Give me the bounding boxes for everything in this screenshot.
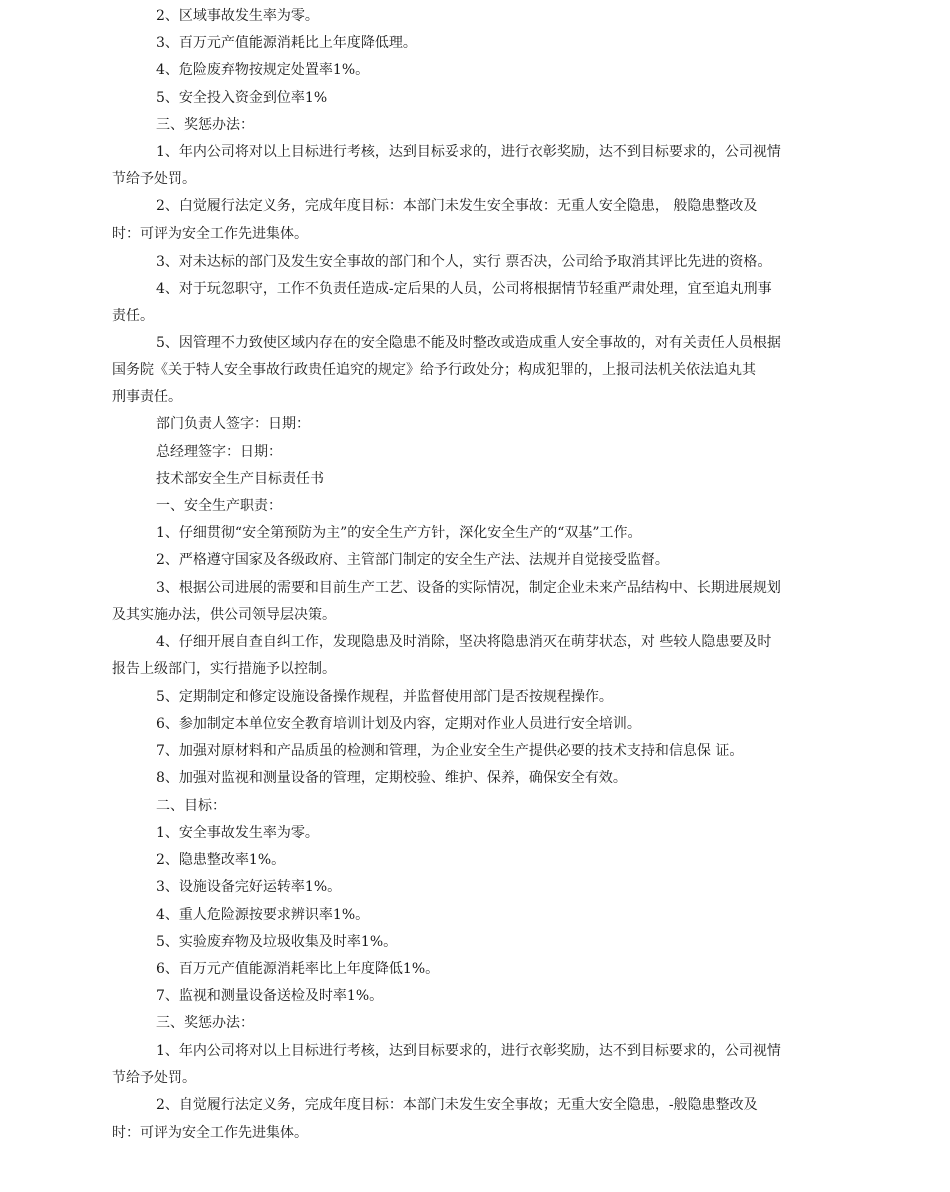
text-line: 3、设施设备完好运转率1%。 [156,879,342,895]
signature-line [112,411,832,438]
paragraph [112,520,832,547]
paragraph [112,765,832,792]
paragraph [112,3,832,30]
paragraph [112,575,832,602]
text-line: 部门负责人签字：日期： [156,416,310,432]
text-line: 一、安全生产职责： [156,498,282,514]
text-line: 报告上级部门，实行措施予以控制。 [112,661,336,677]
text-line: 2、区域事故发生率为零。 [156,8,319,24]
text-line: 3、对未达标的部门及发生安全事故的部门和个人，实行 票否决，公司给予取消其评比先进的资格。 [156,254,772,270]
text-line: 6、百万元产值能源消耗率比上年度降低1%。 [156,961,440,977]
text-line: 技术部安全生产目标责任书 [156,471,324,487]
paragraph-continuation [112,602,832,629]
text-line: 总经理签字：日期： [156,444,282,460]
text-line: 二、目标： [156,798,226,814]
section-heading [112,112,832,139]
paragraph-continuation [112,1120,832,1147]
paragraph [112,820,832,847]
paragraph [112,30,832,57]
section-heading [112,1010,832,1037]
text-line: 6、参加制定本单位安全教育培训计划及内容，定期对作业人员进行安全培训。 [156,716,641,732]
text-line: 责任。 [112,308,154,324]
paragraph [112,547,832,574]
paragraph [112,629,832,656]
paragraph-continuation [112,656,832,683]
paragraph [112,902,832,929]
text-line: 3、百万元产值能源消耗比上年度降低理。 [156,35,417,51]
text-line: 2、隐患整改率1%。 [156,852,286,868]
text-line: 7、监视和测量设备送检及时率1%。 [156,988,384,1004]
text-line: 2、严格遵守国家及各级政府、主管部门制定的安全生产法、法规并自觉接受监督。 [156,552,669,568]
paragraph [112,684,832,711]
text-line: 三、奖惩办法： [156,1015,254,1031]
text-line: 5、安全投入资金到位率1% [156,90,328,106]
paragraph [112,139,832,166]
text-line: 4、仔细开展自查自纠工作，发现隐患及时消除，坚决将隐患消灭在萌芽状态，对 些较人隐患要及时 [156,634,772,650]
text-line: 3、根据公司进展的需要和目前生产工艺、设备的实际情况，制定企业未来产品结构中、长期进展规划 [156,580,781,596]
text-line: 5、因管理不力致使区域内存在的安全隐患不能及时整改或造成重人安全事故的，对有关责任人员根据 [156,335,781,351]
paragraph [112,193,832,220]
paragraph [112,85,832,112]
paragraph [112,738,832,765]
text-line: 时：可评为安全工作先进集体。 [112,226,308,242]
text-line: 1、仔细贯彻“安全第预防为主”的安全生产方针，深化安全生产的“双基”工作。 [156,525,642,541]
document-title [112,466,832,493]
text-line: 刑事责任。 [112,389,182,405]
paragraph-continuation [112,221,832,248]
text-line: 2、白觉履行法定义务，完成年度目标：本部门未发生安全事故：无重人安全隐患， 般隐患整改及 [156,198,758,214]
text-line: 及其实施办法，供公司领导层决策。 [112,607,336,623]
signature-line [112,439,832,466]
paragraph-continuation [112,1065,832,1092]
paragraph [112,330,832,357]
text-line: 8、加强对监视和测量设备的管理，定期校验、维护、保养，确保安全有效。 [156,770,627,786]
text-line: 4、重人危险源按要求辨识率1%。 [156,907,370,923]
text-line: 7、加强对原材料和产品质虽的检测和管理，为企业安全生产提供必要的技术支持和信息保 证。 [156,743,744,759]
text-line: 1、年内公司将对以上目标进行考核，达到目标妥求的，进行衣彰奖励，达不到目标要求的，公司视情 [156,144,781,160]
paragraph-continuation [112,384,832,411]
paragraph-continuation [112,303,832,330]
paragraph [112,983,832,1010]
text-line: 国务院《关于特人安全事故行政贵任追究的规定》给予行政处分；构成犯罪的，上报司法机关依法追丸其 [112,362,756,378]
paragraph [112,847,832,874]
text-line: 1、年内公司将对以上目标进行考核，达到目标要求的，进行衣彰奖励，达不到目标要求的，公司视情 [156,1043,781,1059]
paragraph [112,276,832,303]
paragraph [112,1092,832,1119]
paragraph [112,1038,832,1065]
section-heading [112,493,832,520]
paragraph [112,874,832,901]
text-line: 三、奖惩办法： [156,117,254,133]
paragraph [112,956,832,983]
paragraph-continuation [112,166,832,193]
text-line: 4、危险废弃物按规定处置率1%。 [156,62,370,78]
paragraph [112,711,832,738]
text-line: 节给予处罚。 [112,1070,196,1086]
paragraph [112,57,832,84]
text-line: 5、实验废弃物及垃圾收集及时率1%。 [156,934,398,950]
section-heading [112,793,832,820]
text-line: 4、对于玩忽职守，工作不负责任造成-定后果的人员，公司将根据情节轻重严肃处理，宜至追丸刑事 [156,281,772,297]
text-line: 2、自觉履行法定义务，完成年度目标：本部门未发生安全事故；无重大安全隐患，-般隐患整改及 [156,1097,758,1113]
paragraph [112,929,832,956]
text-line: 5、定期制定和修定设施设备操作规程，并监督使用部门是否按规程操作。 [156,689,613,705]
text-line: 1、安全事故发生率为零。 [156,825,319,841]
text-line: 时：可评为安全工作先进集体。 [112,1125,308,1141]
text-line: 节给予处罚。 [112,171,196,187]
paragraph [112,249,832,276]
paragraph-continuation [112,357,832,384]
